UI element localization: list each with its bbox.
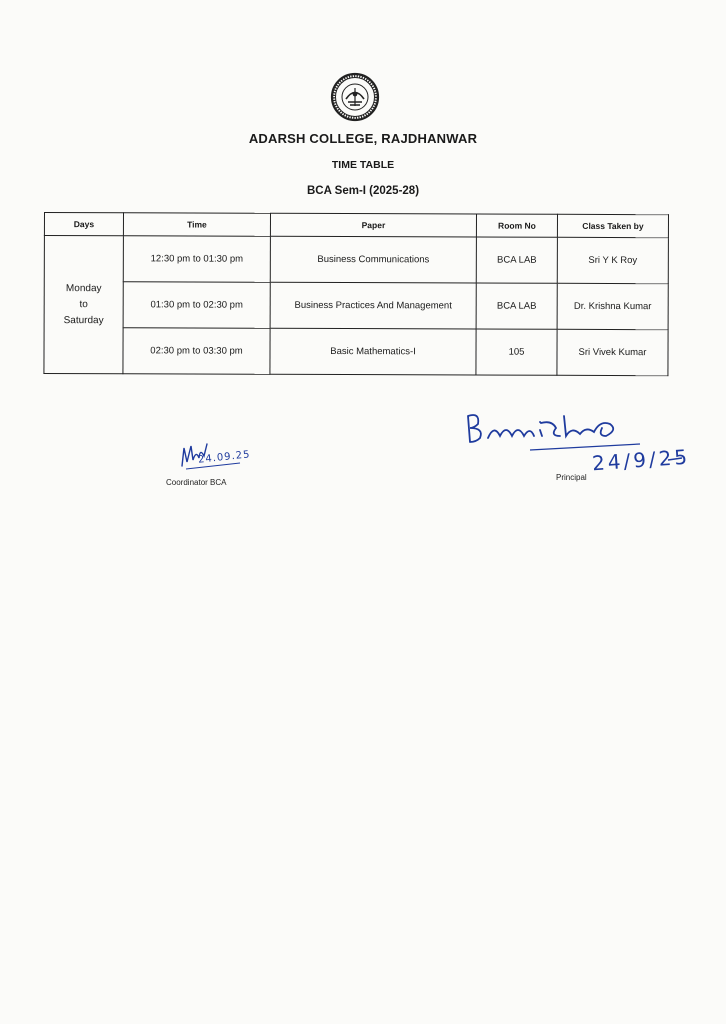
room-cell: 105 [476, 329, 557, 375]
table-row [44, 282, 668, 330]
time-cell: 02:30 pm to 03:30 pm [123, 328, 270, 375]
paper-cell: Basic Mathematics-I [270, 328, 476, 375]
column-header-paper: Paper [270, 213, 476, 237]
document-title: TIME TABLE [331, 159, 395, 171]
principal-label: Principal [556, 473, 587, 482]
document-subtitle: BCA Sem-I (2025-28) [306, 185, 420, 197]
timetable [43, 212, 669, 376]
room-cell: BCA LAB [476, 283, 557, 329]
coordinator-date: 24.09.25 [197, 449, 251, 466]
coordinator-label: Coordinator BCA [166, 478, 227, 487]
days-line-1: Monday [65, 282, 102, 294]
teacher-cell: Sri Vivek Kumar [557, 329, 668, 375]
time-cell: 01:30 pm to 02:30 pm [123, 282, 270, 329]
teacher-cell: Dr. Krishna Kumar [557, 283, 668, 329]
table-header-row [44, 213, 668, 238]
time-cell: 12:30 pm to 01:30 pm [123, 236, 270, 283]
days-line-3: Saturday [63, 314, 104, 326]
column-header-room: Room No [476, 214, 557, 237]
teacher-cell: Sri Y K Roy [557, 237, 668, 283]
column-header-time: Time [123, 213, 270, 237]
table-row [44, 236, 668, 284]
days-cell [44, 236, 123, 374]
college-name: ADARSH COLLEGE, RAJDHANWAR [248, 131, 478, 146]
college-seal-icon [330, 72, 380, 122]
paper-cell: Business Communications [270, 236, 476, 283]
column-header-days: Days [44, 213, 123, 236]
column-header-teacher: Class Taken by [557, 214, 668, 237]
room-cell: BCA LAB [476, 237, 557, 283]
days-line-2: to [79, 298, 88, 310]
paper-cell: Business Practices And Management [270, 282, 476, 329]
principal-date: 24/9/25 [591, 444, 691, 476]
table-row [44, 328, 668, 376]
